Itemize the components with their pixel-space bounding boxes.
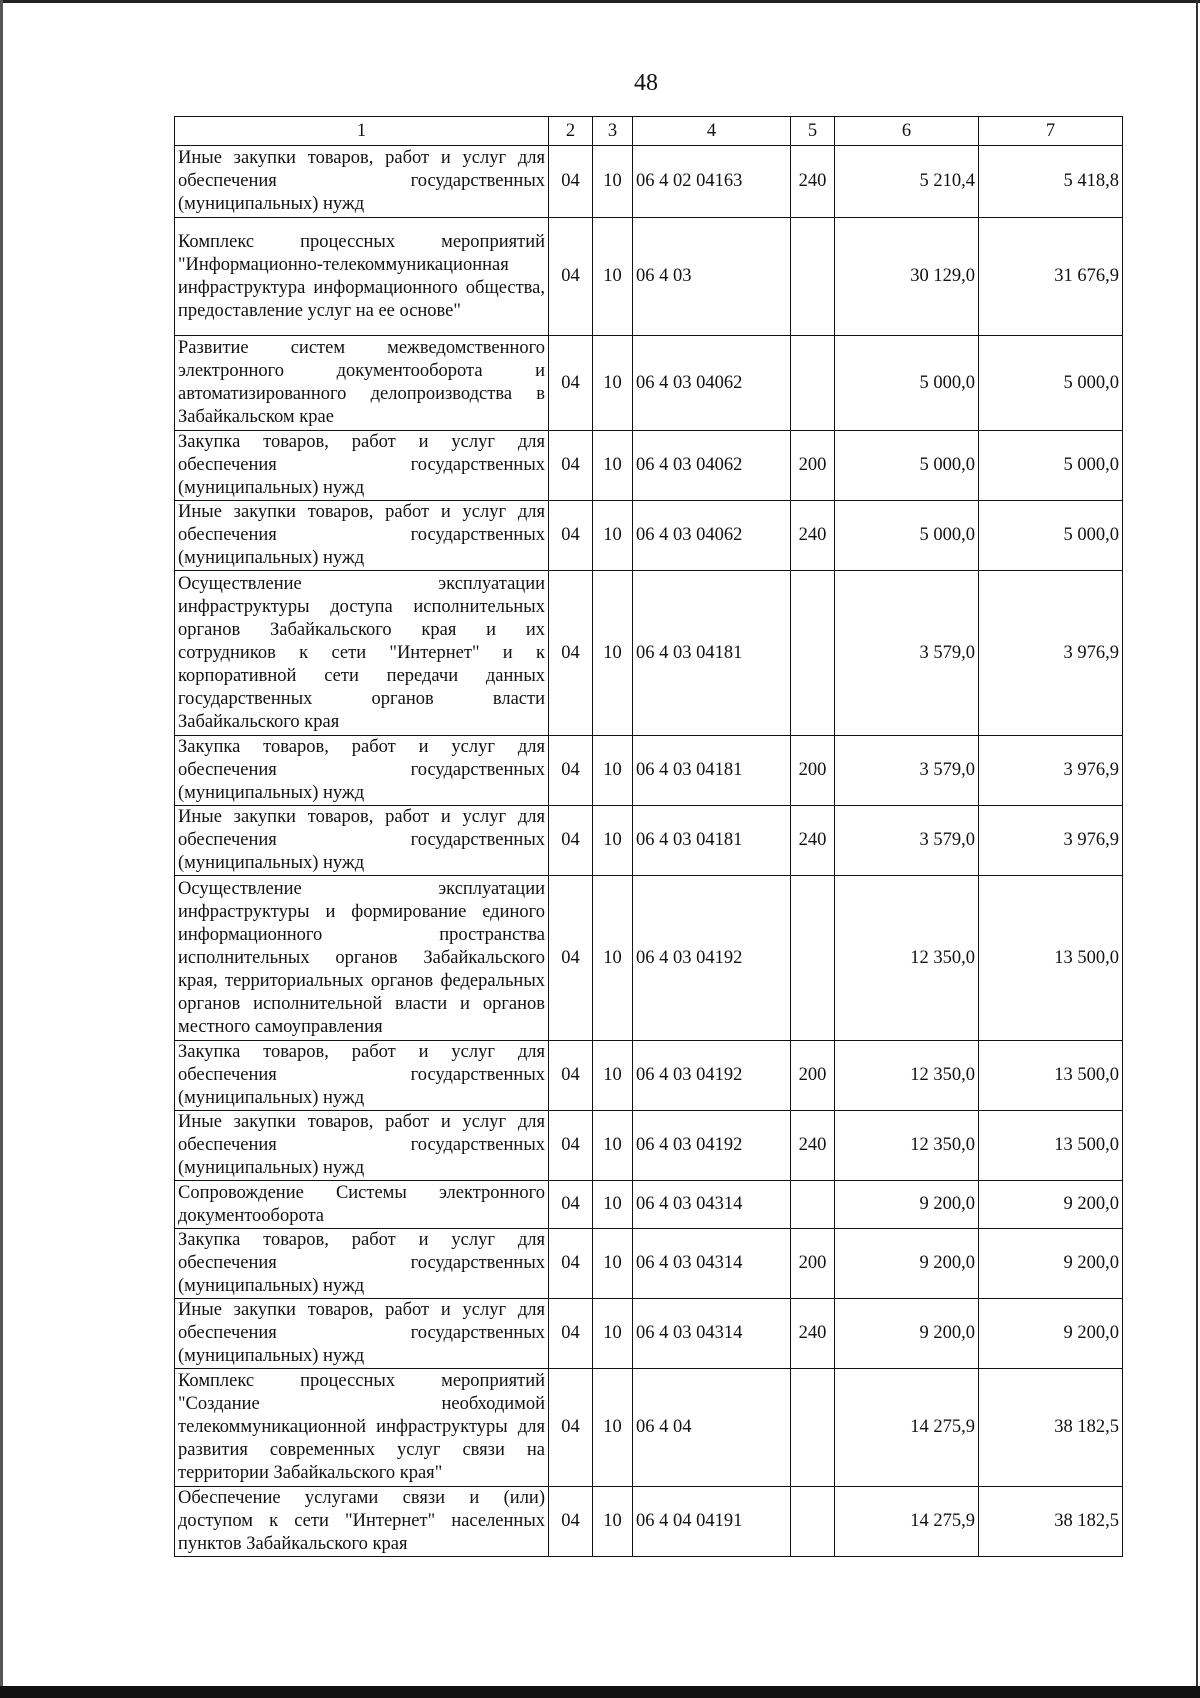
header-cell-5: 5 — [791, 117, 835, 146]
subsection-code: 10 — [593, 218, 633, 336]
expense-type-code: 200 — [791, 1041, 835, 1111]
target-article-code: 06 4 03 04192 — [633, 876, 791, 1041]
section-code: 04 — [549, 431, 593, 501]
item-name: Осуществление эксплуатации инфраструктуры доступа исполнительных органов Забайкальского края и их сотрудников к сети "Интернет" и к корпоративной сети передачи данных государственных органов власти Забайкальского края — [175, 571, 549, 736]
scan-border-left — [0, 0, 3, 1698]
section-code: 04 — [549, 146, 593, 218]
target-article-code: 06 4 02 04163 — [633, 146, 791, 218]
table-row — [175, 1369, 1123, 1487]
target-article-code: 06 4 03 04181 — [633, 571, 791, 736]
expense-type-code: 200 — [791, 431, 835, 501]
section-code: 04 — [549, 736, 593, 806]
expense-type-code: 200 — [791, 1229, 835, 1299]
amount-year-2: 5 000,0 — [979, 501, 1123, 571]
subsection-code: 10 — [593, 501, 633, 571]
scan-border-right — [1196, 0, 1198, 1698]
subsection-code: 10 — [593, 1229, 633, 1299]
item-name: Иные закупки товаров, работ и услуг для обеспечения государственных (муниципальных) нужд — [175, 146, 549, 218]
table-row — [175, 431, 1123, 501]
section-code: 04 — [549, 1229, 593, 1299]
section-code: 04 — [549, 1181, 593, 1229]
table-row — [175, 1487, 1123, 1557]
subsection-code: 10 — [593, 1111, 633, 1181]
section-code: 04 — [549, 218, 593, 336]
page-number: 48 — [634, 70, 658, 96]
section-code: 04 — [549, 336, 593, 431]
subsection-code: 10 — [593, 1041, 633, 1111]
amount-year-2: 38 182,5 — [979, 1487, 1123, 1557]
subsection-code: 10 — [593, 876, 633, 1041]
header-row — [175, 117, 1123, 146]
expense-type-code: 240 — [791, 806, 835, 876]
subsection-code: 10 — [593, 431, 633, 501]
table-row — [175, 1041, 1123, 1111]
item-name: Закупка товаров, работ и услуг для обеспечения государственных (муниципальных) нужд — [175, 1041, 549, 1111]
item-name: Развитие систем межведомственного электронного документооборота и автоматизированного делопроизводства в Забайкальском крае — [175, 336, 549, 431]
amount-year-2: 5 418,8 — [979, 146, 1123, 218]
subsection-code: 10 — [593, 1181, 633, 1229]
amount-year-1: 9 200,0 — [835, 1181, 979, 1229]
target-article-code: 06 4 03 04314 — [633, 1229, 791, 1299]
target-article-code: 06 4 04 — [633, 1369, 791, 1487]
amount-year-1: 12 350,0 — [835, 1041, 979, 1111]
subsection-code: 10 — [593, 1487, 633, 1557]
expense-type-code: 200 — [791, 736, 835, 806]
target-article-code: 06 4 04 04191 — [633, 1487, 791, 1557]
expense-type-code: 240 — [791, 501, 835, 571]
section-code: 04 — [549, 876, 593, 1041]
target-article-code: 06 4 03 04192 — [633, 1041, 791, 1111]
item-name: Иные закупки товаров, работ и услуг для обеспечения государственных (муниципальных) нужд — [175, 1299, 549, 1369]
section-code: 04 — [549, 501, 593, 571]
amount-year-2: 13 500,0 — [979, 1041, 1123, 1111]
subsection-code: 10 — [593, 1369, 633, 1487]
item-name: Закупка товаров, работ и услуг для обеспечения государственных (муниципальных) нужд — [175, 1229, 549, 1299]
amount-year-2: 3 976,9 — [979, 736, 1123, 806]
amount-year-1: 12 350,0 — [835, 1111, 979, 1181]
expense-type-code: 240 — [791, 1111, 835, 1181]
target-article-code: 06 4 03 04181 — [633, 806, 791, 876]
section-code: 04 — [549, 1111, 593, 1181]
item-name: Осуществление эксплуатации инфраструктуры и формирование единого информационного пространства исполнительных органов Забайкальского края, территориальных органов федеральных органов исполнительной власти и органов местного самоуправления — [175, 876, 549, 1041]
amount-year-2: 13 500,0 — [979, 1111, 1123, 1181]
table-row — [175, 336, 1123, 431]
table-row — [175, 806, 1123, 876]
item-name: Иные закупки товаров, работ и услуг для обеспечения государственных (муниципальных) нужд — [175, 806, 549, 876]
table-row — [175, 571, 1123, 736]
header-cell-4: 4 — [633, 117, 791, 146]
amount-year-2: 5 000,0 — [979, 431, 1123, 501]
header-cell-7: 7 — [979, 117, 1123, 146]
section-code: 04 — [549, 806, 593, 876]
expense-type-code — [791, 1181, 835, 1229]
table-row — [175, 876, 1123, 1041]
section-code: 04 — [549, 571, 593, 736]
table-row — [175, 1299, 1123, 1369]
amount-year-2: 31 676,9 — [979, 218, 1123, 336]
item-name: Иные закупки товаров, работ и услуг для обеспечения государственных (муниципальных) нужд — [175, 1111, 549, 1181]
table-row — [175, 736, 1123, 806]
amount-year-2: 3 976,9 — [979, 571, 1123, 736]
amount-year-2: 13 500,0 — [979, 876, 1123, 1041]
amount-year-2: 38 182,5 — [979, 1369, 1123, 1487]
item-name: Комплекс процессных мероприятий "Информационно-телекоммуникационная инфраструктура информационного общества, предоставление услуг на ее основе" — [175, 218, 549, 336]
scan-border-top — [0, 0, 1200, 3]
expense-type-code — [791, 571, 835, 736]
target-article-code: 06 4 03 — [633, 218, 791, 336]
header-cell-1: 1 — [175, 117, 549, 146]
amount-year-2: 5 000,0 — [979, 336, 1123, 431]
section-code: 04 — [549, 1369, 593, 1487]
item-name: Иные закупки товаров, работ и услуг для обеспечения государственных (муниципальных) нужд — [175, 501, 549, 571]
header-cell-2: 2 — [549, 117, 593, 146]
subsection-code: 10 — [593, 571, 633, 736]
expense-type-code — [791, 218, 835, 336]
target-article-code: 06 4 03 04062 — [633, 336, 791, 431]
item-name: Закупка товаров, работ и услуг для обеспечения государственных (муниципальных) нужд — [175, 431, 549, 501]
item-name: Комплекс процессных мероприятий "Создание необходимой телекоммуникационной инфраструктуры для развития современных услуг связи на территории Забайкальского края" — [175, 1369, 549, 1487]
expense-type-code: 240 — [791, 146, 835, 218]
header-cell-3: 3 — [593, 117, 633, 146]
amount-year-2: 3 976,9 — [979, 806, 1123, 876]
expense-type-code — [791, 1369, 835, 1487]
amount-year-1: 5 000,0 — [835, 501, 979, 571]
item-name: Сопровождение Системы электронного документооборота — [175, 1181, 549, 1229]
target-article-code: 06 4 03 04062 — [633, 431, 791, 501]
amount-year-1: 5 210,4 — [835, 146, 979, 218]
amount-year-2: 9 200,0 — [979, 1299, 1123, 1369]
expense-type-code — [791, 336, 835, 431]
section-code: 04 — [549, 1487, 593, 1557]
target-article-code: 06 4 03 04062 — [633, 501, 791, 571]
target-article-code: 06 4 03 04314 — [633, 1299, 791, 1369]
expense-type-code: 240 — [791, 1299, 835, 1369]
amount-year-1: 3 579,0 — [835, 571, 979, 736]
table-row — [175, 146, 1123, 218]
amount-year-1: 14 275,9 — [835, 1487, 979, 1557]
target-article-code: 06 4 03 04314 — [633, 1181, 791, 1229]
amount-year-1: 9 200,0 — [835, 1299, 979, 1369]
amount-year-1: 9 200,0 — [835, 1229, 979, 1299]
section-code: 04 — [549, 1041, 593, 1111]
scan-border-bottom — [0, 1686, 1200, 1698]
item-name: Закупка товаров, работ и услуг для обеспечения государственных (муниципальных) нужд — [175, 736, 549, 806]
item-name: Обеспечение услугами связи и (или) доступом к сети "Интернет" населенных пунктов Забайкальского края — [175, 1487, 549, 1557]
subsection-code: 10 — [593, 806, 633, 876]
table-row — [175, 218, 1123, 336]
table-row — [175, 501, 1123, 571]
amount-year-1: 5 000,0 — [835, 431, 979, 501]
subsection-code: 10 — [593, 736, 633, 806]
expense-type-code — [791, 876, 835, 1041]
table-row — [175, 1111, 1123, 1181]
target-article-code: 06 4 03 04192 — [633, 1111, 791, 1181]
budget-table — [174, 116, 1123, 1557]
amount-year-1: 12 350,0 — [835, 876, 979, 1041]
amount-year-1: 30 129,0 — [835, 218, 979, 336]
subsection-code: 10 — [593, 1299, 633, 1369]
table-row — [175, 1229, 1123, 1299]
amount-year-2: 9 200,0 — [979, 1181, 1123, 1229]
expense-type-code — [791, 1487, 835, 1557]
table-row — [175, 1181, 1123, 1229]
amount-year-1: 3 579,0 — [835, 736, 979, 806]
section-code: 04 — [549, 1299, 593, 1369]
amount-year-1: 14 275,9 — [835, 1369, 979, 1487]
header-cell-6: 6 — [835, 117, 979, 146]
amount-year-1: 3 579,0 — [835, 806, 979, 876]
amount-year-1: 5 000,0 — [835, 336, 979, 431]
amount-year-2: 9 200,0 — [979, 1229, 1123, 1299]
target-article-code: 06 4 03 04181 — [633, 736, 791, 806]
subsection-code: 10 — [593, 146, 633, 218]
subsection-code: 10 — [593, 336, 633, 431]
